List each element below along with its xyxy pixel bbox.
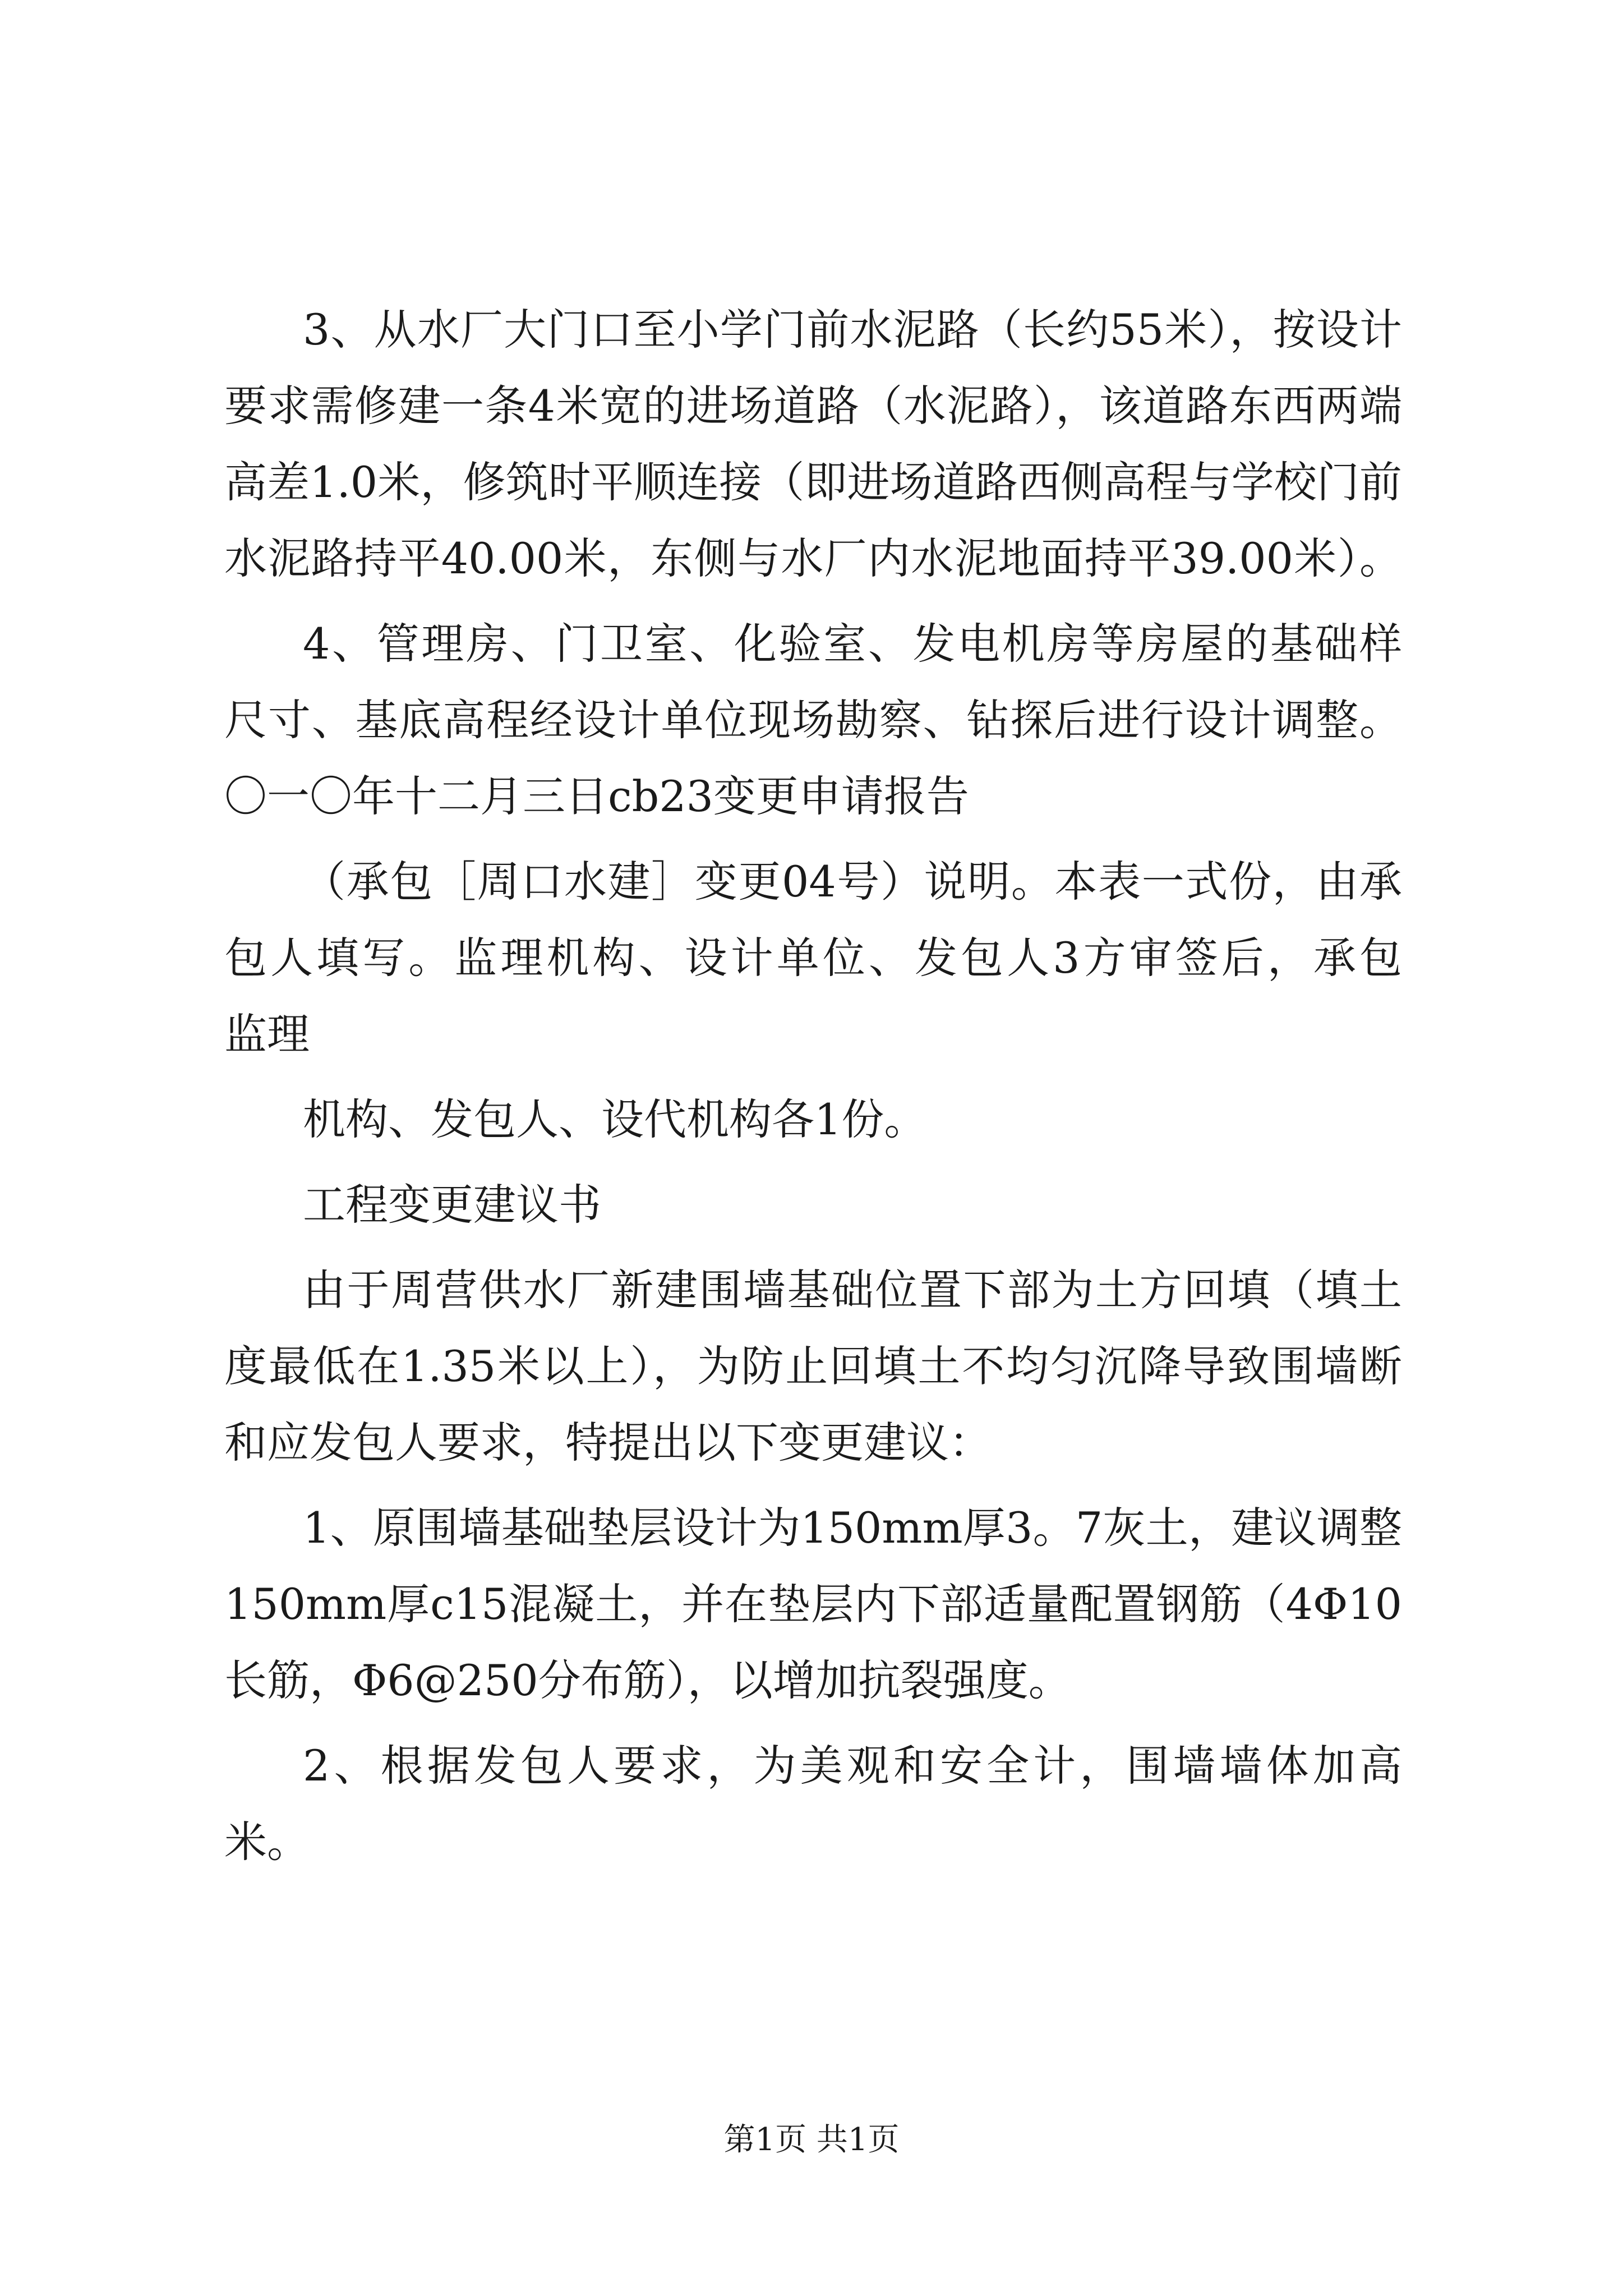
paragraph-line: 度最低在1.35米以上），为防止回填土不均匀沉降导致围墙断: [224, 1341, 1402, 1391]
paragraph-line: 长筋，Φ6@250分布筋），以增加抗裂强度。: [224, 1655, 1071, 1705]
page-footer: [0, 2120, 1623, 2160]
paragraph-line: 米。: [224, 1817, 310, 1867]
paragraph-line: 监理: [224, 1009, 310, 1059]
paragraph-line: 要求需修建一条4米宽的进场道路（水泥路），该道路东西两端: [224, 381, 1402, 431]
paragraph-line: 尺寸、基底高程经设计单位现场勘察、钻探后进行设计调整。: [224, 695, 1402, 745]
paragraph-line: 包人填写。监理机构、设计单位、发包人3方审签后，承包: [224, 933, 1402, 983]
paragraph-line: 〇一〇年十二月三日cb23变更申请报告: [224, 771, 969, 821]
paragraph-line: 3、从水厂大门口至小学门前水泥路（长约55米），按设计: [303, 305, 1402, 355]
paragraph-line: 和应发包人要求，特提出以下变更建议：: [224, 1418, 992, 1467]
paragraph-line: 4、管理房、门卫室、化验室、发电机房等房屋的基础样: [303, 619, 1402, 669]
section-heading: 工程变更建议书: [303, 1180, 601, 1230]
paragraph-line: 1、原围墙基础垫层设计为150mm厚3。7灰土，建议调整: [303, 1503, 1402, 1553]
paragraph-line: 2、根据发包人要求，为美观和安全计，围墙墙体加高: [303, 1741, 1402, 1791]
page-number: 第1页 共1页: [723, 2122, 900, 2158]
document-body: [224, 292, 1402, 1880]
paragraph-line: 高差1.0米，修筑时平顺连接（即进场道路西侧高程与学校门前: [224, 457, 1402, 507]
paragraph-line: 由于周营供水厂新建围墙基础位置下部为土方回填（填土: [303, 1265, 1402, 1315]
paragraph-line: 150mm厚c15混凝土，并在垫层内下部适量配置钢筋（4Φ10: [224, 1579, 1402, 1629]
paragraph-line: 水泥路持平40.00米，东侧与水厂内水泥地面持平39.00米）。: [224, 533, 1402, 583]
paragraph-line: （承包［周口水建］变更04号）说明。本表一式份，由承: [303, 857, 1402, 907]
paragraph-line: 机构、发包人、设代机构各1份。: [303, 1094, 927, 1144]
